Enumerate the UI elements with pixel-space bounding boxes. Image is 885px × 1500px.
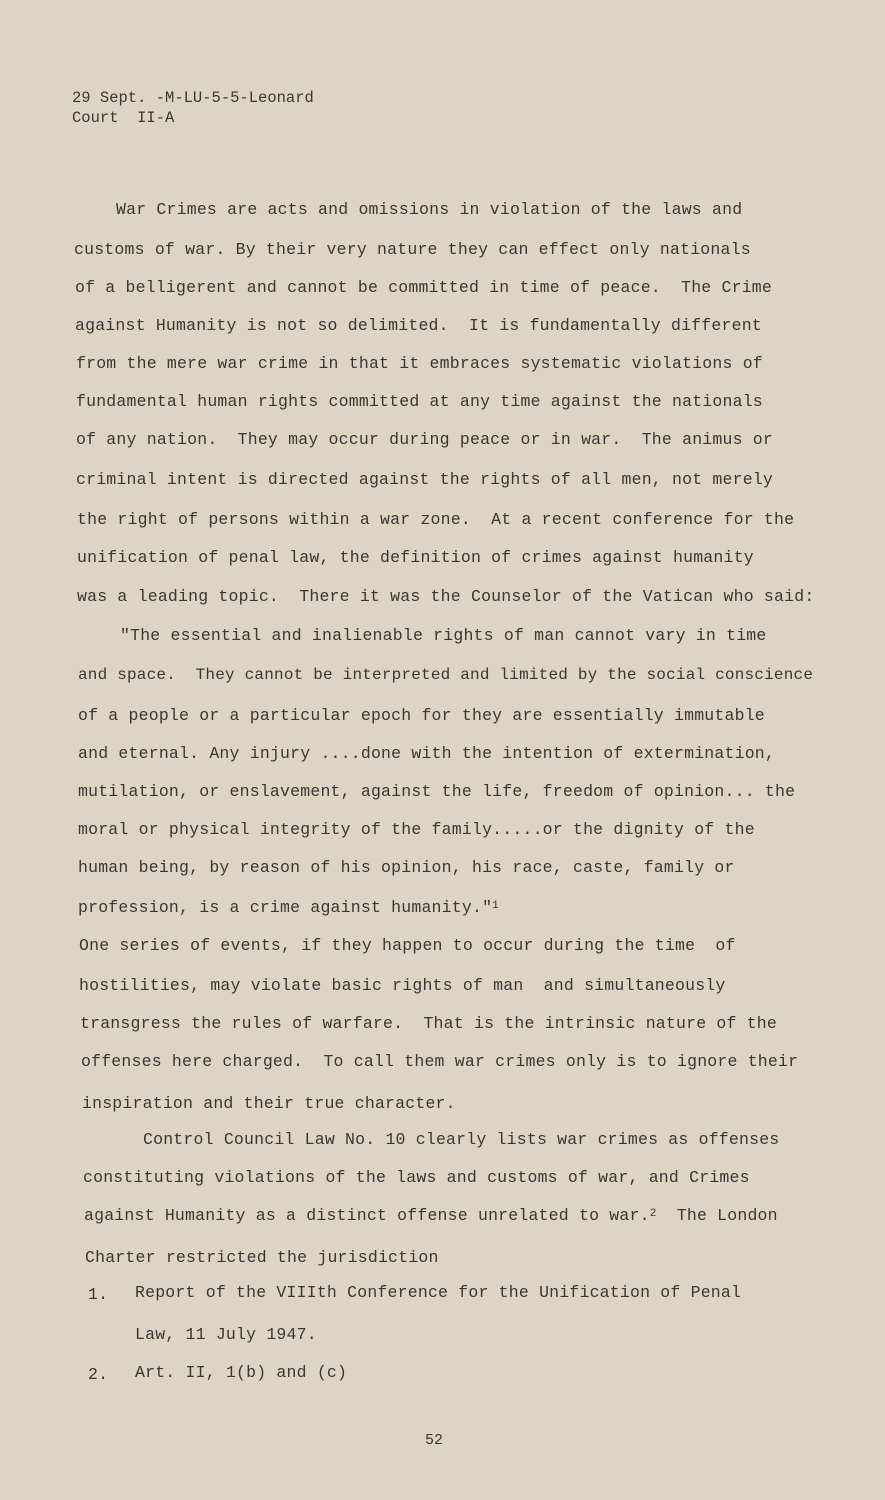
footnote-number: 1.: [88, 1285, 109, 1304]
footnote-text: Art. II, 1(b) and (c): [135, 1363, 348, 1382]
body-line: criminal intent is directed against the rights of all men, not merely: [76, 470, 774, 489]
body-text: The London: [676, 1206, 778, 1225]
header-line-1: 29 Sept. -M-LU-5-5-Leonard: [72, 89, 314, 107]
body-line: transgress the rules of warfare. That is the intrinsic nature of the: [80, 1014, 778, 1033]
body-line: from the mere war crime in that it embraces systematic violations of: [76, 354, 763, 373]
body-line: against Humanity is not so delimited. It is fundamentally different: [75, 316, 762, 335]
body-line: offenses here charged. To call them war crimes only is to ignore their: [81, 1052, 799, 1071]
body-line: One series of events, if they happen to occur during the time of: [79, 936, 736, 955]
body-line: Control Council Law No. 10 clearly lists war crimes as offenses: [143, 1130, 780, 1149]
quote-line: "The essential and inalienable rights of man cannot vary in time: [120, 626, 767, 645]
body-line: fundamental human rights committed at any time against the nationals: [76, 392, 763, 411]
footnote-text: Law, 11 July 1947.: [135, 1325, 317, 1344]
footnote-mark-1: 1: [492, 900, 499, 912]
body-line: of a belligerent and cannot be committed in time of peace. The Crime: [75, 278, 773, 297]
header: [72, 88, 314, 128]
body-line: constituting violations of the laws and customs of war, and Crimes: [83, 1168, 750, 1187]
body-line: [84, 1206, 778, 1225]
quote-line: and eternal. Any injury ....done with the intention of extermination,: [78, 744, 776, 763]
quote-line: [78, 898, 499, 917]
body-line: inspiration and their true character.: [82, 1094, 456, 1113]
page-number: 52: [425, 1432, 444, 1449]
footnote-text: Report of the VIIIth Conference for the Unification of Penal: [135, 1283, 742, 1302]
body-line: of any nation. They may occur during peace or in war. The animus or: [76, 430, 774, 449]
header-line-2: Court II-A: [72, 109, 175, 127]
footnote-mark-2: 2: [649, 1208, 657, 1220]
body-line: War Crimes are acts and omissions in violation of the laws and: [116, 200, 743, 219]
quote-end-text: profession, is a crime against humanity.": [78, 898, 493, 917]
body-line: Charter restricted the jurisdiction: [85, 1248, 439, 1267]
body-line: hostilities, may violate basic rights of man and simultaneously: [79, 976, 726, 995]
quote-line: moral or physical integrity of the family.....or the dignity of the: [78, 820, 755, 839]
quote-line: human being, by reason of his opinion, his race, caste, family or: [78, 858, 735, 877]
quote-line: and space. They cannot be interpreted and limited by the social conscience: [78, 666, 814, 684]
body-line: customs of war. By their very nature they can effect only nationals: [74, 240, 751, 259]
footnote-number: 2.: [88, 1365, 109, 1384]
quote-line: of a people or a particular epoch for they are essentially immutable: [78, 706, 765, 725]
quote-line: mutilation, or enslavement, against the life, freedom of opinion... the: [78, 782, 796, 801]
body-text: against Humanity as a distinct offense unrelated to war.: [84, 1206, 650, 1225]
body-line: unification of penal law, the definition of crimes against humanity: [77, 548, 754, 567]
body-line: the right of persons within a war zone. At a recent conference for the: [77, 510, 795, 529]
body-line: was a leading topic. There it was the Counselor of the Vatican who said:: [77, 587, 815, 606]
